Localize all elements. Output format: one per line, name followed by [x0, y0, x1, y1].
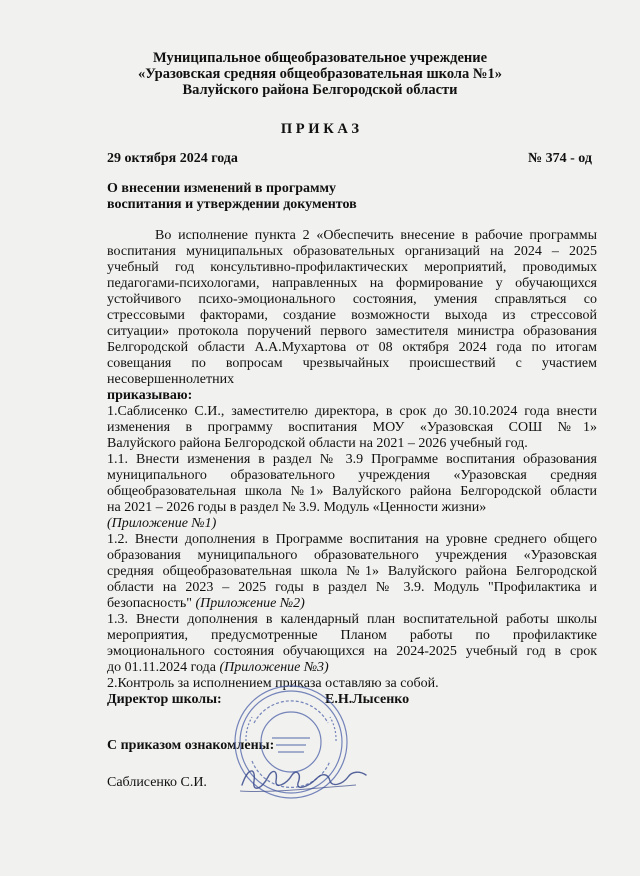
acquainted-heading: С приказом ознакомлены:: [107, 738, 275, 753]
item12-last-line: [107, 596, 305, 613]
item13-line: мероприятия, предусмотренные Планом работы по профилактике: [107, 628, 597, 643]
director-label: Директор школы:: [107, 692, 222, 707]
item2-line: 2.Контроль за исполнением приказа оставляю за собой.: [107, 676, 439, 691]
preamble-line: несовершеннолетних: [107, 372, 235, 387]
handwritten-signature: [238, 755, 373, 800]
item13-appendix: (Приложение №3): [219, 660, 329, 675]
order-word: приказываю:: [107, 388, 193, 403]
item11-line: общеобразовательная школа №1» Валуйского района Белгородской области: [107, 484, 597, 499]
director-name: Е.Н.Лысенко: [325, 692, 410, 707]
preamble-line: учебный год консультивно-профилактических мероприятий, проводимых: [107, 260, 597, 275]
order-number: № 374 - од: [528, 151, 592, 166]
acquainted-person: Саблисенко С.И.: [107, 775, 207, 790]
item1-line: Валуйского района Белгородской области на 2021 – 2026 учебный год.: [107, 436, 528, 451]
preamble-line: совещания по вопросам чрезвычайных происшествий с участием: [107, 356, 597, 371]
preamble-line: ситуации» протокола поручений первого заместителя министра образования: [107, 324, 597, 339]
item13-line: эмоционального состояния обучающихся на 2024-2025 учебный год в срок: [107, 644, 597, 659]
item11-line: 1.1. Внести изменения в раздел № 3.9 Программе воспитания образования: [107, 452, 597, 467]
preamble-line: стрессовыми факторами, создание возможности выхода из стрессовой: [107, 308, 597, 323]
item11-line: муниципального образовательного учреждения «Уразовская средняя: [107, 468, 597, 483]
item12-line: области на 2023 – 2025 годы в раздел № 3.9. Модуль "Профилактика и: [107, 580, 597, 595]
item11-appendix: (Приложение №1): [107, 516, 217, 531]
item13-line: 1.3. Внести дополнения в календарный план воспитательной работы школы: [107, 612, 597, 627]
preamble-line: Во исполнение пункта 2 «Обеспечить внесение в рабочие программы: [155, 228, 597, 243]
item12-line: 1.2. Внести дополнения в Программе воспитания на уровне среднего общего: [107, 532, 597, 547]
preamble-line: воспитания муниципальных образовательных организаций на 2024 – 2025: [107, 244, 597, 259]
preamble-line: устойчивого психо-эмоционального состояния, умения справляться со: [107, 292, 597, 307]
item12-appendix: (Приложение №2): [195, 596, 305, 611]
preamble-line: Белгородской области А.А.Мухартова от 08 октября 2024 года по итогам: [107, 340, 597, 355]
order-date: 29 октября 2024 года: [107, 151, 238, 166]
preamble-line: педагогами-психологами, направленных на формирование у обучающихся: [107, 276, 597, 291]
header-line-3: Валуйского района Белгородской области: [182, 82, 458, 98]
header-line-2: «Уразовская средняя общеобразовательная школа №1»: [137, 66, 502, 82]
item12-line: средняя общеобразовательная школа №1» Валуйского района Белгородской: [107, 564, 597, 579]
subject-line-1: О внесении изменений в программу: [107, 181, 337, 196]
item12-line: образования муниципального образовательного учреждения «Уразовская: [107, 548, 597, 563]
item13-last-text: до 01.11.2024 года: [107, 660, 220, 675]
item1-line: изменения в программу воспитания МОУ «Уразовская СОШ №1»: [107, 420, 597, 435]
item1-line: 1.Саблисенко С.И., заместителю директора, в срок до 30.10.2024 года внести: [107, 404, 597, 419]
item13-last-line: [107, 660, 329, 677]
document-type: П Р И К А З: [280, 121, 360, 137]
item12-last-text: безопасность": [107, 596, 196, 611]
subject-line-2: воспитания и утверждении документов: [107, 197, 357, 212]
header-line-1: Муниципальное общеобразовательное учреждение: [152, 50, 488, 66]
item11-line: на 2021 – 2026 годы в раздел № 3.9. Модуль «Ценности жизни»: [107, 500, 487, 515]
